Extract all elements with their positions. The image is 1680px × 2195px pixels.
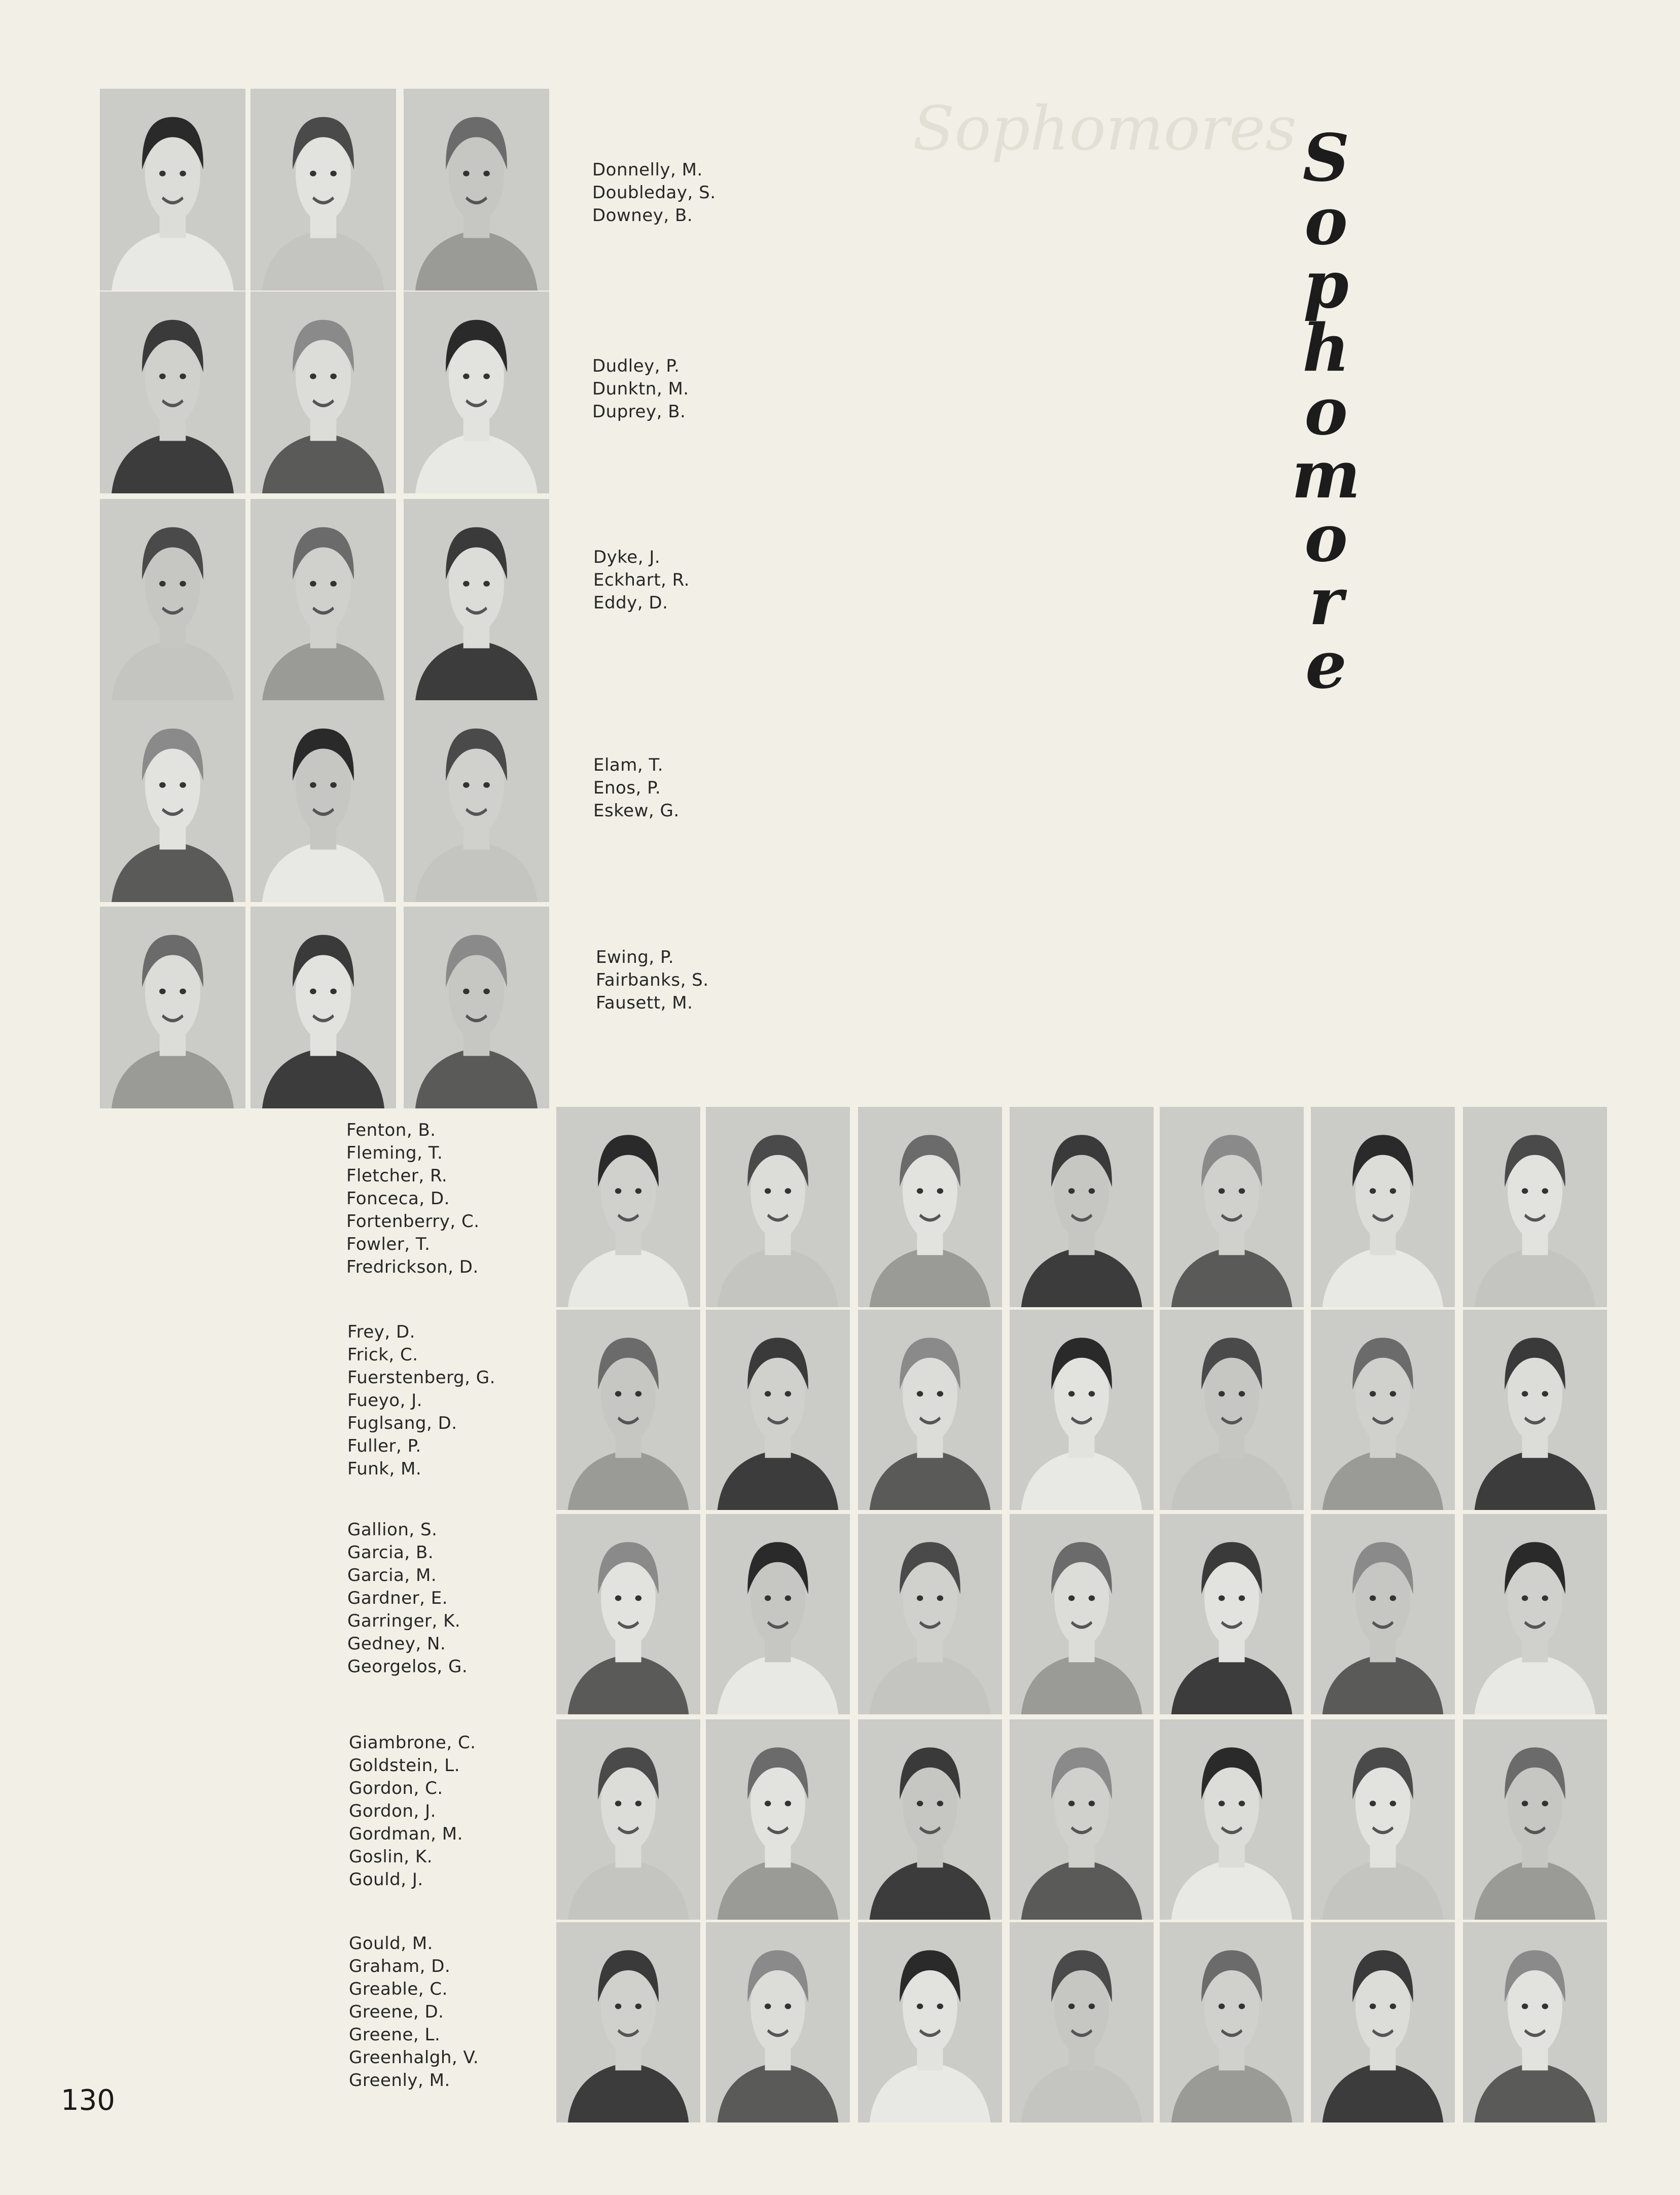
name-list-top-2 [592,355,689,423]
student-portrait-photo [1463,1922,1607,2122]
student-portrait-photo [706,1107,850,1307]
name-list-bottom-5 [349,1932,479,2092]
title-letter: o [1304,374,1348,450]
student-name: Fairbanks, S. [596,970,709,990]
student-name: Elam, T. [593,755,664,775]
student-name: Gould, J. [349,1869,423,1890]
title-letter: p [1303,247,1349,323]
student-name: Fuerstenberg, G. [347,1368,495,1388]
student-portrait-photo [1010,1922,1154,2122]
student-name: Doubleday, S. [592,183,716,203]
student-portrait-photo [1311,1310,1455,1510]
student-name: Greenhalgh, V. [349,2047,479,2068]
student-portrait-photo [1160,1719,1304,1920]
name-list-top-1 [592,159,716,227]
student-name: Greene, L. [349,2025,441,2045]
student-portrait-photo [556,1310,700,1510]
student-name: Ewing, P. [596,947,674,967]
student-portrait-photo [100,292,245,493]
student-name: Eddy, D. [593,593,668,613]
student-portrait-photo [1311,1514,1455,1714]
student-portrait-photo [556,1719,700,1920]
student-portrait-photo [858,1107,1002,1307]
student-name: Eskew, G. [593,801,680,821]
student-name: Gallion, S. [347,1520,438,1540]
student-portrait-photo [1311,1719,1455,1920]
name-list-bottom-4 [349,1732,476,1891]
student-portrait-photo [251,700,396,902]
student-portrait-photo [100,499,245,701]
student-name: Dudley, P. [592,356,680,376]
student-portrait-photo [1463,1107,1607,1307]
student-portrait-photo [1010,1310,1154,1510]
student-portrait-photo [100,907,245,1108]
student-portrait-photo [1463,1310,1607,1510]
student-portrait-photo [251,499,396,701]
student-portrait-photo [404,499,549,701]
student-name: Dyke, J. [593,547,661,567]
student-portrait-photo [706,1922,850,2122]
student-portrait-photo [404,89,549,291]
student-portrait-photo [1311,1107,1455,1307]
student-portrait-photo [1160,1107,1304,1307]
student-name: Downey, B. [592,205,693,226]
student-name: Fuller, P. [347,1436,421,1456]
student-name: Fletcher, R. [346,1166,448,1186]
student-portrait-photo [404,907,549,1108]
student-name: Garringer, K. [347,1611,461,1631]
page-number: 130 [61,2084,115,2117]
student-name: Frey, D. [347,1322,415,1342]
student-portrait-photo [1010,1719,1154,1920]
student-name: Fueyo, J. [347,1390,423,1411]
student-portrait-photo [1463,1719,1607,1920]
student-portrait-photo [100,700,245,902]
student-portrait-photo [858,1719,1002,1920]
student-portrait-photo [251,292,396,493]
student-name: Greene, D. [349,2002,444,2022]
student-name: Greenly, M. [349,2070,450,2091]
name-list-top-3 [593,546,690,615]
student-portrait-photo [1010,1514,1154,1714]
name-list-bottom-1 [346,1119,480,1279]
student-portrait-photo [100,89,245,291]
student-portrait-photo [556,1107,700,1307]
student-name: Graham, D. [349,1956,451,1976]
student-portrait-photo [1160,1514,1304,1714]
student-name: Dunktn, M. [592,379,689,399]
student-portrait-photo [858,1922,1002,2122]
student-portrait-photo [251,907,396,1108]
student-name: Georgelos, G. [347,1657,468,1677]
student-portrait-photo [556,1922,700,2122]
student-portrait-photo [556,1514,700,1714]
name-list-bottom-2 [347,1321,495,1481]
student-name: Fuglsang, D. [347,1413,457,1433]
student-name: Fonceca, D. [346,1189,450,1209]
student-portrait-photo [706,1310,850,1510]
title-letter: h [1302,310,1350,386]
student-portrait-photo [1160,1310,1304,1510]
student-name: Fredrickson, D. [346,1257,479,1277]
student-portrait-photo [706,1719,850,1920]
title-letter: o [1304,500,1348,577]
student-name: Gould, M. [349,1933,433,1954]
student-name: Giambrone, C. [349,1733,476,1753]
title-letter: r [1309,564,1343,640]
student-name: Eckhart, R. [593,570,690,590]
student-name: Garcia, B. [347,1542,434,1563]
student-name: Fortenberry, C. [346,1211,480,1232]
title-letter: m [1292,437,1361,513]
background-ghost-title: Sophomores [913,94,1297,164]
name-list-top-4 [593,754,680,822]
student-portrait-photo [1311,1922,1455,2122]
title-letter: o [1304,184,1348,260]
page-title-sophomore [1288,120,1364,703]
student-portrait-photo [858,1310,1002,1510]
student-name: Greable, C. [349,1979,448,1999]
student-name: Donnelly, M. [592,160,703,180]
student-portrait-photo [404,700,549,902]
student-name: Duprey, B. [592,402,686,422]
student-name: Gordman, M. [349,1824,463,1844]
student-name: Fausett, M. [596,993,693,1013]
student-name: Fowler, T. [346,1234,431,1254]
title-letter: e [1305,627,1347,703]
student-name: Goslin, K. [349,1847,433,1867]
student-portrait-photo [858,1514,1002,1714]
student-portrait-photo [404,292,549,493]
student-name: Fleming, T. [346,1143,443,1163]
student-portrait-photo [251,89,396,291]
student-name: Gordon, C. [349,1778,443,1798]
student-portrait-photo [1160,1922,1304,2122]
name-list-bottom-3 [347,1519,468,1678]
student-name: Goldstein, L. [349,1755,460,1776]
student-name: Funk, M. [347,1459,422,1479]
student-name: Gedney, N. [347,1634,446,1654]
name-list-top-5 [596,946,709,1015]
student-name: Gordon, J. [349,1801,436,1821]
student-portrait-photo [706,1514,850,1714]
student-name: Gardner, E. [347,1588,448,1608]
student-portrait-photo [1010,1107,1154,1307]
student-name: Fenton, B. [346,1120,436,1140]
student-name: Garcia, M. [347,1565,437,1586]
student-name: Frick, C. [347,1345,418,1365]
student-portrait-photo [1463,1514,1607,1714]
student-name: Enos, P. [593,778,661,798]
title-letter: S [1302,120,1350,196]
